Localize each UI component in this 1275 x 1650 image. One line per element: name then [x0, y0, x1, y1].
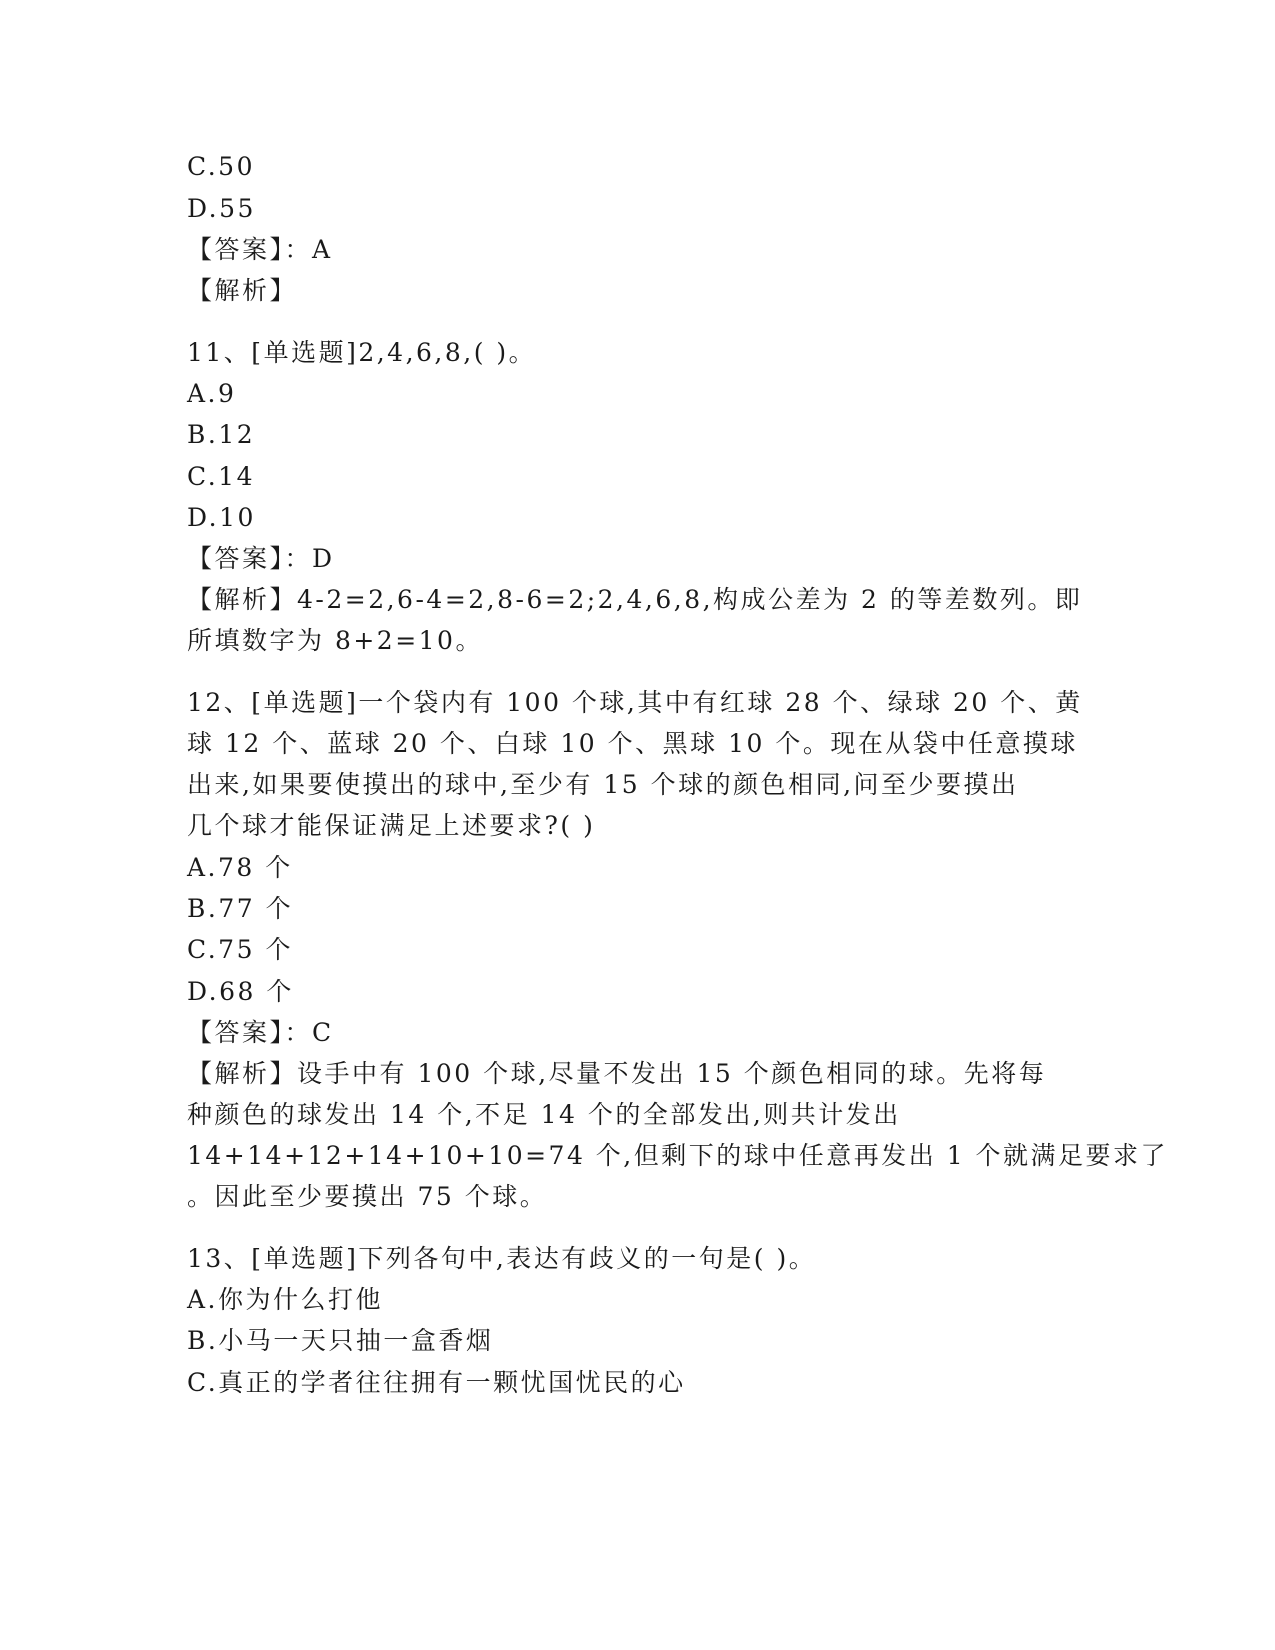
- q12-stem-line-3: 出来,如果要使摸出的球中,至少有 15 个球的颜色相同,问至少要摸出: [187, 770, 1019, 799]
- q12-explanation-line-1: 【解析】设手中有 100 个球,尽量不发出 15 个颜色相同的球。先将每: [187, 1059, 1047, 1088]
- q11-explanation-line-1: 【解析】4-2=2,6-4=2,8-6=2;2,4,6,8,构成公差为 2 的等差数列。即: [187, 585, 1083, 614]
- q12-option-a: A.78 个: [187, 853, 293, 882]
- q10-answer: 【答案】：A: [187, 235, 333, 264]
- q13-option-a: A.你为什么打他: [187, 1285, 384, 1314]
- q11-answer: 【答案】：D: [187, 544, 335, 573]
- q11-option-c: C.14: [187, 462, 255, 491]
- q13-stem: 13、[单选题]下列各句中,表达有歧义的一句是( )。: [187, 1244, 817, 1273]
- q12-option-c: C.75 个: [187, 935, 293, 964]
- q11-explanation-line-2: 所填数字为 8+2=10。: [187, 626, 483, 655]
- q12-stem-line-2: 球 12 个、蓝球 20 个、白球 10 个、黑球 10 个。现在从袋中任意摸球: [187, 729, 1078, 758]
- q12-option-b: B.77 个: [187, 894, 294, 923]
- q12-answer: 【答案】：C: [187, 1018, 334, 1047]
- q11-option-d: D.10: [187, 503, 256, 532]
- q12-explanation-line-2: 种颜色的球发出 14 个,不足 14 个的全部发出,则共计发出: [187, 1100, 901, 1129]
- q12-explanation-line-3: 14+14+12+14+10+10=74 个,但剩下的球中任意再发出 1 个就满足要求了: [187, 1141, 1169, 1170]
- q10-option-c: C.50: [187, 152, 255, 181]
- q12-option-d: D.68 个: [187, 977, 294, 1006]
- q10-explanation: 【解析】: [187, 276, 298, 305]
- q12-stem-line-4: 几个球才能保证满足上述要求?( ): [187, 811, 596, 840]
- q11-option-a: A.9: [187, 379, 237, 408]
- q12-stem-line-1: 12、[单选题]一个袋内有 100 个球,其中有红球 28 个、绿球 20 个、黄: [187, 688, 1083, 717]
- q13-option-c: C.真正的学者往往拥有一颗忧国忧民的心: [187, 1368, 686, 1397]
- q12-explanation-line-4: 。因此至少要摸出 75 个球。: [187, 1182, 548, 1211]
- q11-option-b: B.12: [187, 420, 256, 449]
- q13-option-b: B.小马一天只抽一盒香烟: [187, 1326, 494, 1355]
- q11-stem: 11、[单选题]2,4,6,8,( )。: [187, 338, 537, 367]
- q10-option-d: D.55: [187, 194, 256, 223]
